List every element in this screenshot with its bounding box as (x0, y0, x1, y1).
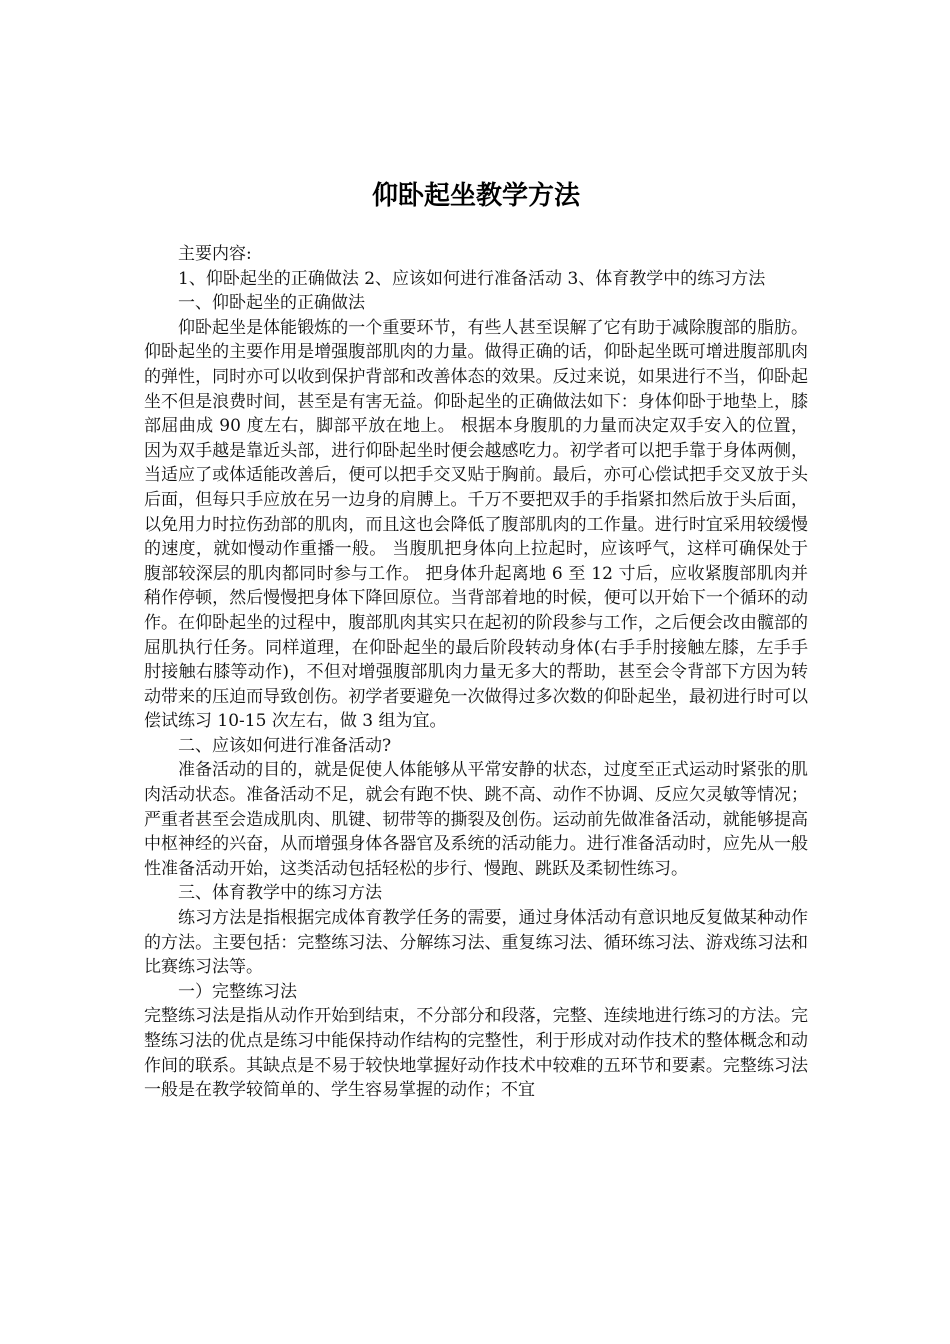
paragraph: 仰卧起坐是体能锻炼的一个重要环节，有些人甚至误解了它有助于减除腹部的脂肪。仰卧起坐的主要作用是增强腹部肌肉的力量。做得正确的话，仰卧起坐既可增进腹部肌肉的弹性，同时亦可以收到保护背部和改善体态的效果。反过来说，如果进行不当，仰卧起坐不但是浪费时间，甚至是有害无益。仰卧起坐的正确做法如下：身体仰卧于地垫上，膝部屈曲成 90 度左右，脚部平放在地上。 根据本身腹肌的力量而决定双手安入的位置，因为双手越是靠近头部，进行仰卧起坐时便会越感吃力。初学者可以把手靠于身体两侧，当适应了或体适能改善后，便可以把手交叉贴于胸前。最后，亦可心偿试把手交叉放于头后面，但每只手应放在另一边身的肩膊上。千万不要把双手的手指紧扣然后放于头后面，以免用力时拉伤劲部的肌肉，而且这也会降低了腹部肌肉的工作量。进行时宜采用较缓慢的速度，就如慢动作重播一般。 当腹肌把身体向上拉起时，应该呼气，这样可确保处于腹部较深层的肌肉都同时参与工作。 把身体升起离地 6 至 12 寸后，应收紧腹部肌肉并稍作停顿，然后慢慢把身体下降回原位。当背部着地的时候，便可以开始下一个循环的动作。在仰卧起坐的过程中，腹部肌肉其实只在起初的阶段参与工作，之后便会改由髋部的屈肌执行任务。同样道理，在仰卧起坐的最后阶段转动身体(右手手肘接触左膝，左手手肘接触右膝等动作)，不但对增强腹部肌肉力量无多大的帮助，甚至会令背部下方因为转动带来的压迫而导致创伤。初学者要避免一次做得过多次数的仰卧起坐，最初进行时可以偿试练习 10-15 次左右，做 3 组为宜。 (144, 317, 808, 732)
paragraph: 三、体育教学中的练习方法 (178, 883, 382, 904)
paragraph: 一）完整练习法 (178, 981, 297, 1002)
paragraph: 完整练习法是指从动作开始到结束，不分部分和段落，完整、连续地进行练习的方法。完整练习法的优点是练习中能保持动作结构的完整性，利于形成对动作技术的整体概念和动作间的联系。其缺点是不易于较快地掌握好动作技术中较难的五环节和要素。完整练习法一般是在教学较简单的、学生容易掌握的动作；不宜 (144, 1006, 808, 1101)
paragraph: 一、仰卧起坐的正确做法 (178, 293, 365, 314)
paragraph: 准备活动的目的，就是促使人体能够从平常安静的状态，过度至正式运动时紧张的肌肉活动状态。准备活动不足，就会有跑不快、跳不高、动作不协调、反应欠灵敏等情况；严重者甚至会造成肌肉、肌键、韧带等的撕裂及创伤。运动前先做准备活动，就能够提高中枢神经的兴奋，从而增强身体各器官及系统的活动能力。进行准备活动时，应先从一般性准备活动开始，这类活动包括轻松的步行、慢跑、跳跃及柔韧性练习。 (144, 760, 808, 879)
document-body (144, 242, 808, 1103)
paragraph: 练习方法是指根据完成体育教学任务的需要，通过身体活动有意识地反复做某种动作的方法。主要包括：完整练习法、分解练习法、重复练习法、循环练习法、游戏练习法和比赛练习法等。 (144, 908, 808, 978)
paragraph: 二、应该如何进行准备活动? (178, 735, 392, 756)
paragraph: 主要内容: (178, 244, 252, 264)
paragraph: 1、仰卧起坐的正确做法 2、应该如何进行准备活动 3、体育教学中的练习方法 (178, 268, 766, 289)
document-title: 仰卧起坐教学方法 (371, 181, 580, 211)
